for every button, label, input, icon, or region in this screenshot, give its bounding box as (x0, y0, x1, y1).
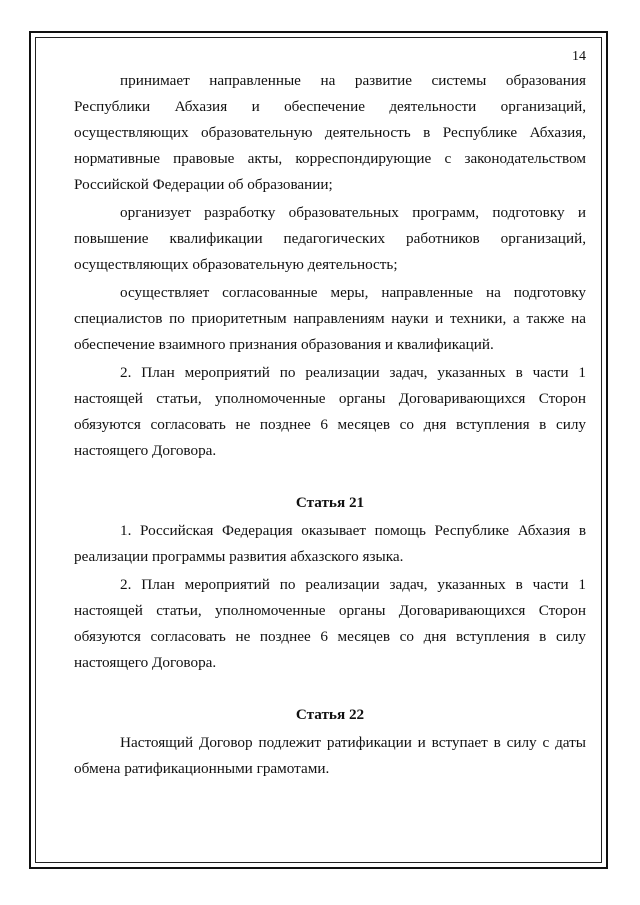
paragraph: Настоящий Договор подлежит ратификации и вступает в силу с даты обмена ратификационными грамотами. (74, 734, 586, 777)
article-21-heading: Статья 21 (295, 494, 365, 511)
paragraph: 2. План мероприятий по реализации задач, указанных в части 1 настоящей статьи, уполномоченные органы Договаривающихся Сторон обязуются согласовать не позднее 6 месяцев со дня вступления в силу настоящего Договора. (74, 576, 586, 671)
article-22-heading: Статья 22 (295, 706, 365, 723)
paragraph: 2. План мероприятий по реализации задач, указанных в части 1 настоящей статьи, уполномоченные органы Договаривающихся Сторон обязуются согласовать не позднее 6 месяцев со дня вступления в силу настоящего Договора. (74, 364, 586, 459)
document-body (74, 68, 586, 782)
paragraph: 1. Российская Федерация оказывает помощь Республике Абхазия в реализации программы развития абхазского языка. (74, 522, 586, 565)
paragraph: организует разработку образовательных программ, подготовку и повышение квалификации педагогических работников организаций, осуществляющих образовательную деятельность; (74, 204, 586, 273)
paragraph: принимает направленные на развитие системы образования Республики Абхазия и обеспечение деятельности организаций, осуществляющих образовательную деятельность в Республике Абхазия, нормативные правовые акты, корреспондирующие с законодательством Российской Федерации об образовании; (74, 72, 586, 193)
paragraph: осуществляет согласованные меры, направленные на подготовку специалистов по приоритетным направлениям науки и техники, а также на обеспечение взаимного признания образования и квалификаций. (74, 284, 586, 353)
page-number: 14 (572, 49, 586, 64)
